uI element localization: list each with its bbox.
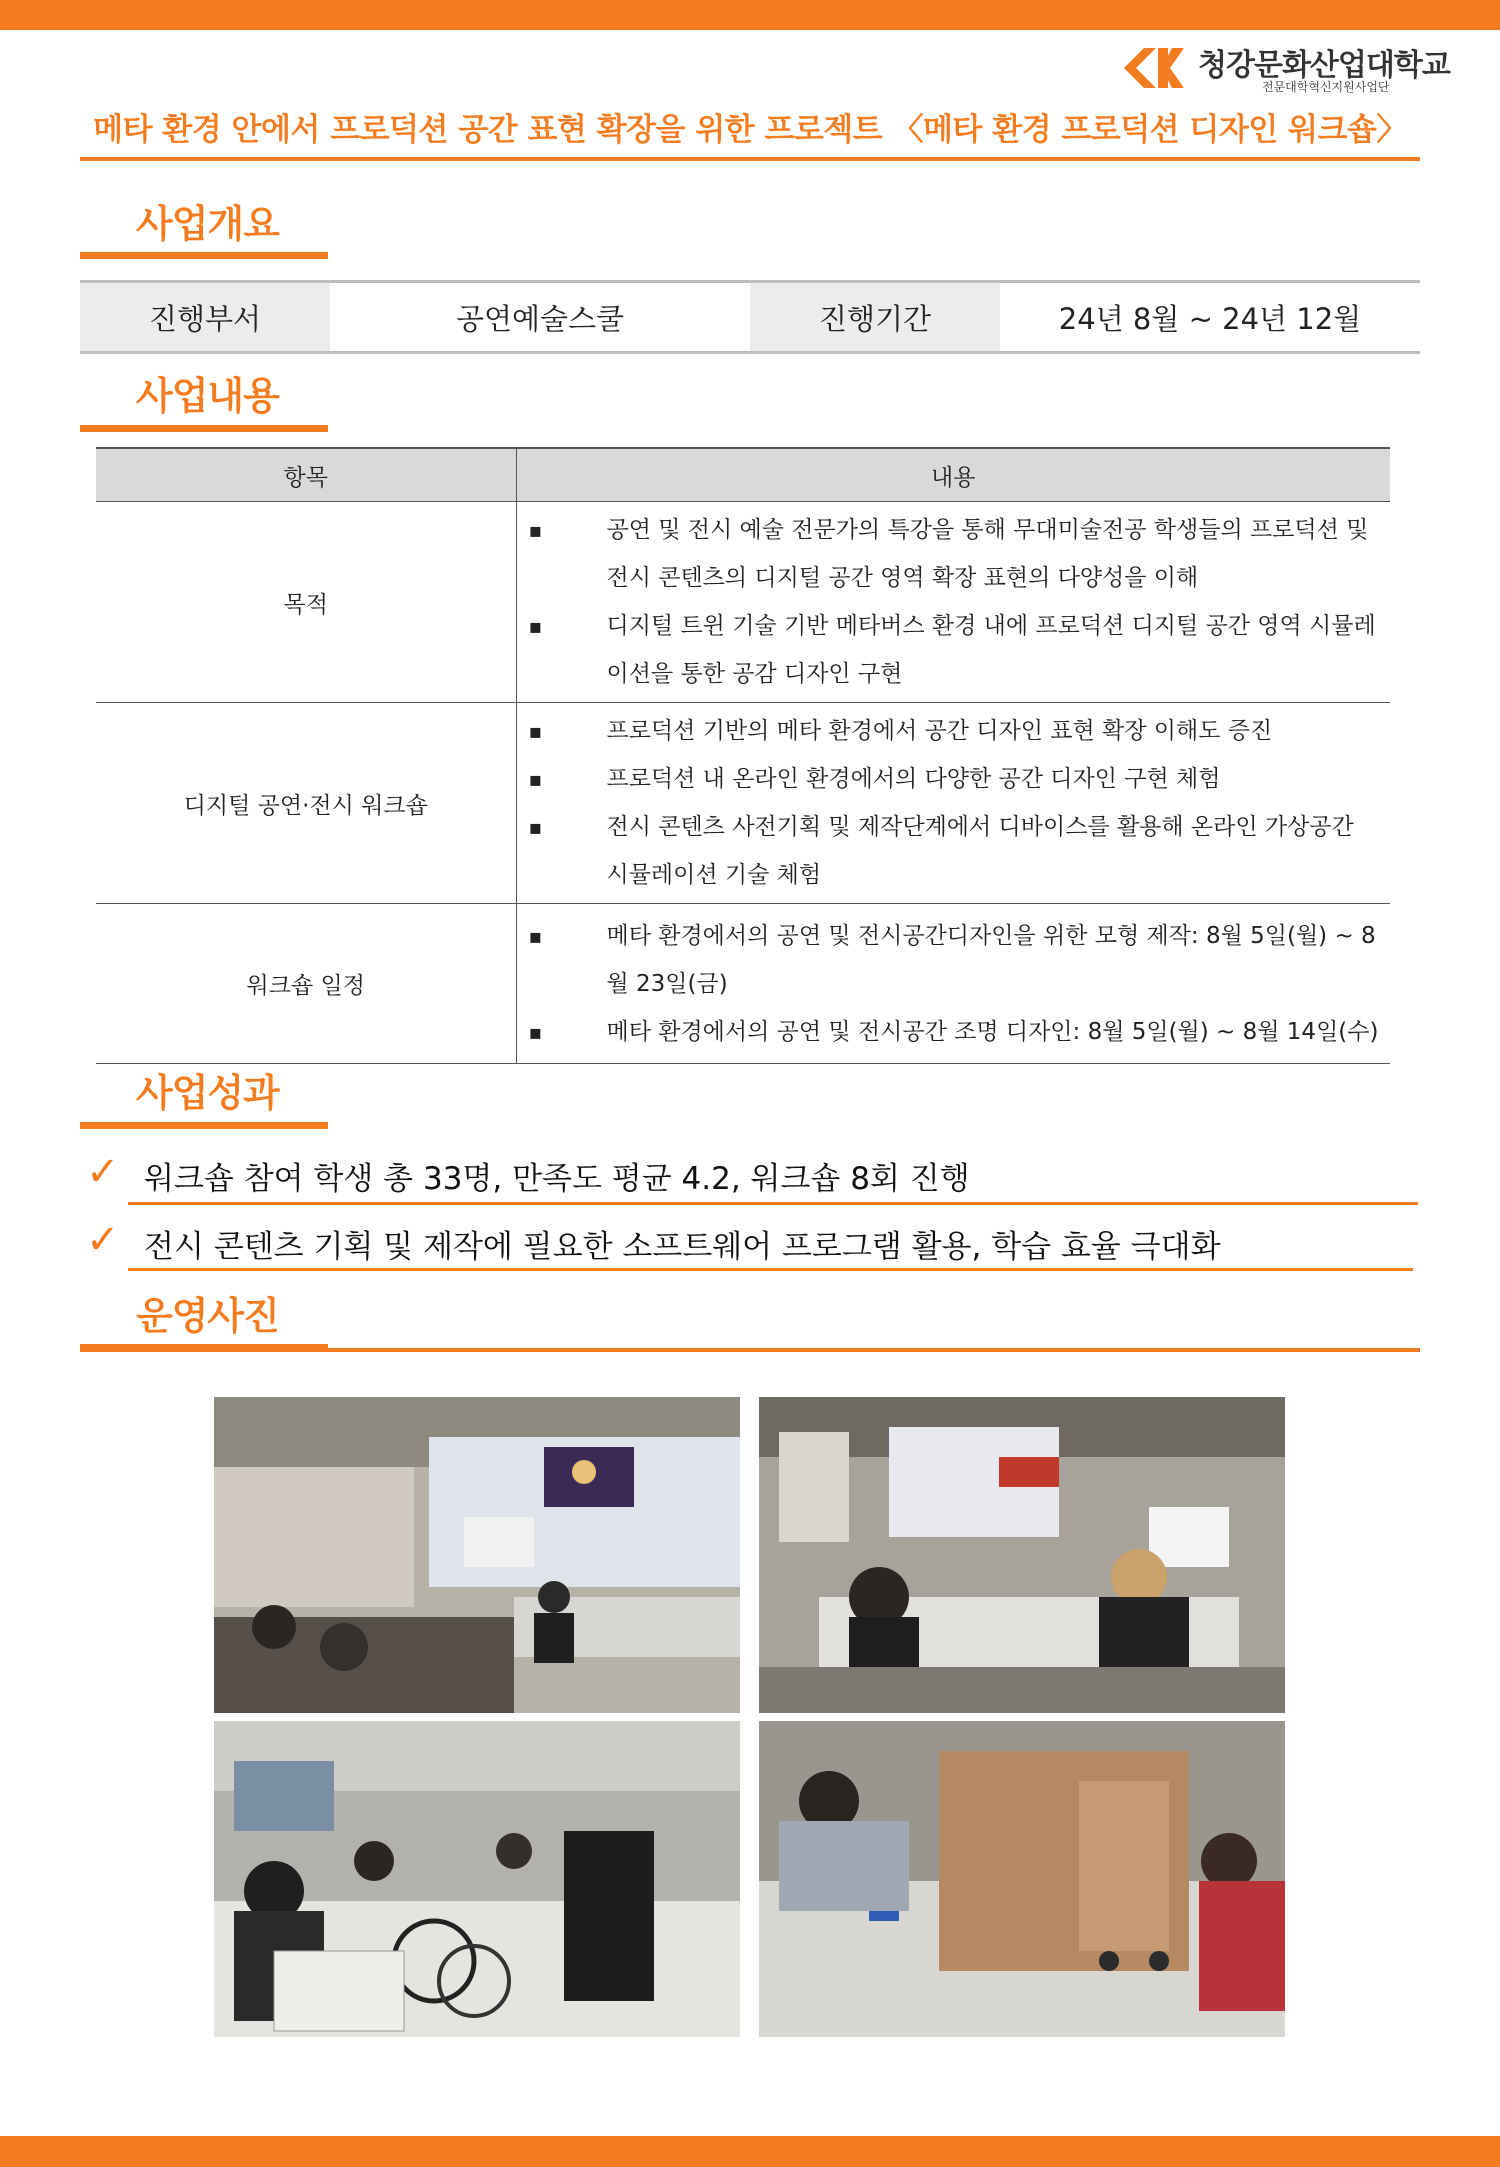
content-heading: 사업내용	[136, 374, 279, 418]
period-value: 24년 8월 ~ 24년 12월	[1058, 301, 1362, 336]
bullet-item: ▪ 메타 환경에서의 공연 및 전시공간디자인을 위한 모형 제작: 8월 5일(월) ~ 8월 23일(금)	[517, 912, 1381, 1008]
bullet-item: ▪ 디지털 트윈 기술 기반 메타버스 환경 내에 프로덕션 디지털 공간 영역 시뮬레이션을 통한 공감 디자인 구현	[517, 602, 1381, 698]
achievement-item	[86, 1147, 1420, 1197]
bullet-item: ▪ 메타 환경에서의 공연 및 전시공간 조명 디자인: 8월 5일(월) ~ 8월 14일(수)	[517, 1008, 1381, 1056]
bullet-item: ▪ 전시 콘텐츠 사전기획 및 제작단계에서 디바이스를 활용해 온라인 가상공간 시뮬레이션 기술 체험	[517, 803, 1381, 899]
table-row	[96, 703, 1390, 904]
bottom-accent-bar	[0, 2136, 1500, 2167]
row-content	[516, 502, 1390, 703]
dept-value: 공연예술스쿨	[455, 301, 625, 336]
achievement-text: 워크숍 참여 학생 총 33명, 만족도 평균 4.2, 워크숍 8회 진행	[144, 1161, 970, 1197]
workshop-photo	[759, 1721, 1285, 2037]
achievement-item	[86, 1215, 1420, 1265]
row-item-label: 워크숍 일정	[96, 904, 516, 1064]
period-label: 진행기간	[750, 283, 1000, 351]
document-title: 메타 환경 안에서 프로덕션 공간 표현 확장을 위한 프로젝트 〈메타 환경 프로덕션 디자인 워크숍〉	[93, 112, 1407, 148]
row-content	[516, 904, 1390, 1064]
university-logo	[1112, 40, 1450, 96]
content-table	[96, 447, 1390, 1064]
col-header-content: 내용	[516, 448, 1390, 502]
ck-logo-mark-icon	[1112, 44, 1192, 92]
overview-heading: 사업개요	[136, 202, 279, 246]
content-table-header	[96, 448, 1390, 502]
logo-subtitle: 전문대학혁신지원사업단	[1262, 80, 1390, 94]
photos-divider	[80, 1348, 1420, 1352]
row-content	[516, 703, 1390, 904]
bullet-item: ▪ 프로덕션 내 온라인 환경에서의 다양한 공간 디자인 구현 체험	[517, 755, 1381, 803]
content-heading-underline	[80, 425, 328, 432]
achievement-divider	[128, 1202, 1418, 1205]
checkmark-icon: ✓	[86, 1149, 120, 1195]
table-row	[96, 502, 1390, 703]
checkmark-icon: ✓	[86, 1217, 120, 1263]
workshop-photo	[214, 1721, 740, 2037]
title-divider	[80, 157, 1420, 161]
overview-heading-underline	[80, 252, 328, 259]
top-accent-bar	[0, 0, 1500, 30]
achievements-heading: 사업성과	[136, 1071, 279, 1115]
achievement-text: 전시 콘텐츠 기획 및 제작에 필요한 소프트웨어 프로그램 활용, 학습 효율 극대화	[144, 1229, 1221, 1265]
achievement-divider	[128, 1268, 1413, 1271]
row-item-label: 디지털 공연·전시 워크숍	[96, 703, 516, 904]
photos-heading: 운영사진	[136, 1294, 279, 1338]
bullet-item: ▪ 공연 및 전시 예술 전문가의 특강을 통해 무대미술전공 학생들의 프로덕션 및 전시 콘텐츠의 디지털 공간 영역 확장 표현의 다양성을 이해	[517, 506, 1381, 602]
col-header-item: 항목	[96, 448, 516, 502]
row-item-label: 목적	[96, 502, 516, 703]
logo-name: 청강문화산업대학교	[1198, 48, 1450, 83]
dept-label: 진행부서	[80, 283, 330, 351]
table-row	[96, 904, 1390, 1064]
workshop-photo	[214, 1397, 740, 1713]
workshop-photo	[759, 1397, 1285, 1713]
achievements-heading-underline	[80, 1122, 328, 1129]
bullet-item: ▪ 프로덕션 기반의 메타 환경에서 공간 디자인 표현 확장 이해도 증진	[517, 707, 1381, 755]
overview-table	[80, 280, 1420, 354]
